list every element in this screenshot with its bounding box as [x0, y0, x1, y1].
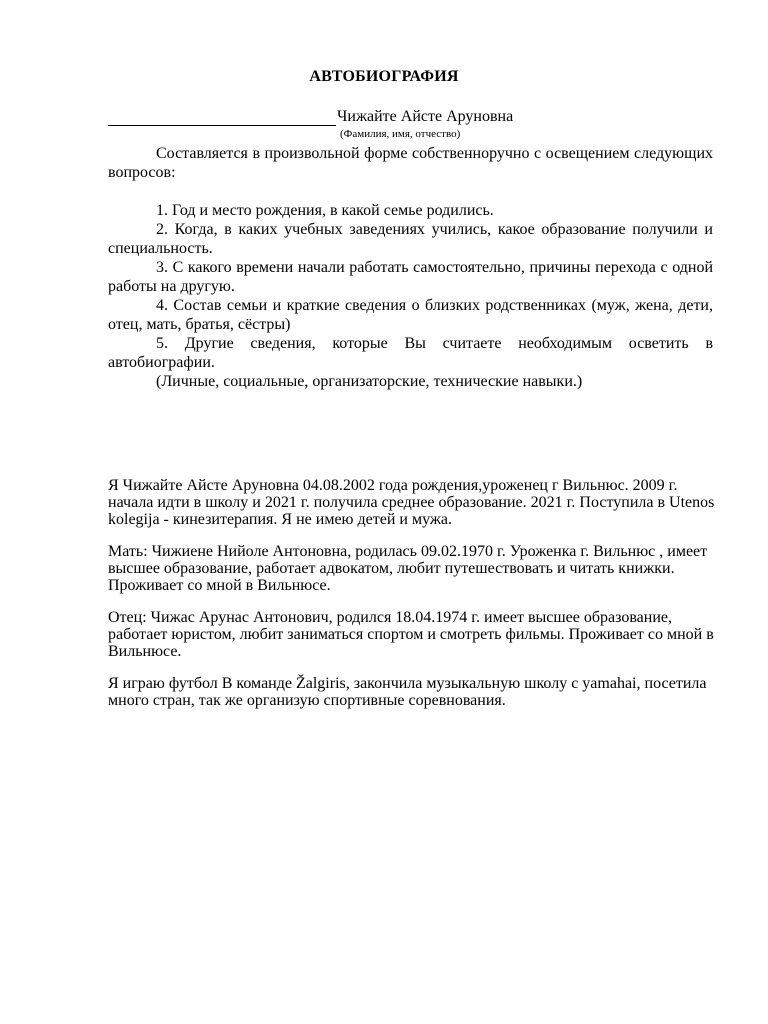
instructions-block [108, 144, 713, 391]
document-title: АВТОБИОГРАФИЯ [309, 68, 459, 85]
instruction-item: 5. Другие сведения, которые Вы считаете необходимым осветить в автобиографии. [108, 335, 713, 371]
instruction-item: 1. Год и место рождения, в какой семье родились. [156, 202, 494, 219]
name-line [108, 108, 513, 126]
bio-paragraph-hobbies: Я играю футбол В команде Žalgiris, закончила музыкальную школу с yamahai, посетила много стран, так же организую спортивные соревнования. [108, 675, 707, 709]
autobiography-body [108, 477, 718, 724]
instruction-item: (Личные, социальные, организаторские, технические навыки.) [156, 373, 583, 390]
bio-paragraph-father: Отец: Чижас Арунас Антонович, родился 18.04.1974 г. имеет высшее образование, работает юристом, любит заниматься спортом и смотреть фильмы. Проживает со мной в Вильнюсе. [108, 609, 714, 660]
instruction-item: 3. С какого времени начали работать самостоятельно, причины перехода с одной работы на другую. [108, 259, 713, 295]
instruction-item: 2. Когда, в каких учебных заведениях учились, какое образование получили и специальность. [108, 221, 713, 257]
instruction-item: 4. Состав семьи и краткие сведения о близких родственниках (муж, жена, дети, отец, мать, братья, сёстры) [108, 297, 713, 333]
name-value: Чижайте Айсте Аруновна [337, 108, 514, 125]
instructions-intro: Составляется в произвольной форме собственноручно с освещением следующих вопросов: [108, 145, 713, 181]
name-caption: (Фамилия, имя, отчество) [340, 128, 461, 140]
name-blank-underline [108, 109, 336, 126]
bio-paragraph-mother: Мать: Чижиене Нийоле Антоновна, родилась 09.02.1970 г. Уроженка г. Вильнюс , имеет высшее образование, работает адвокатом, любит путешествовать и читать книжки. Проживает со мной в Вильнюсе. [108, 543, 708, 594]
bio-paragraph-self: Я Чижайте Айсте Аруновна 04.08.2002 года рождения,уроженец г Вильнюс. 2009 г. начала идти в школу и 2021 г. получила среднее образование. 2021 г. Поступила в Utenos kolegija - кинезитерапия. Я не имею детей и мужа. [108, 477, 715, 528]
